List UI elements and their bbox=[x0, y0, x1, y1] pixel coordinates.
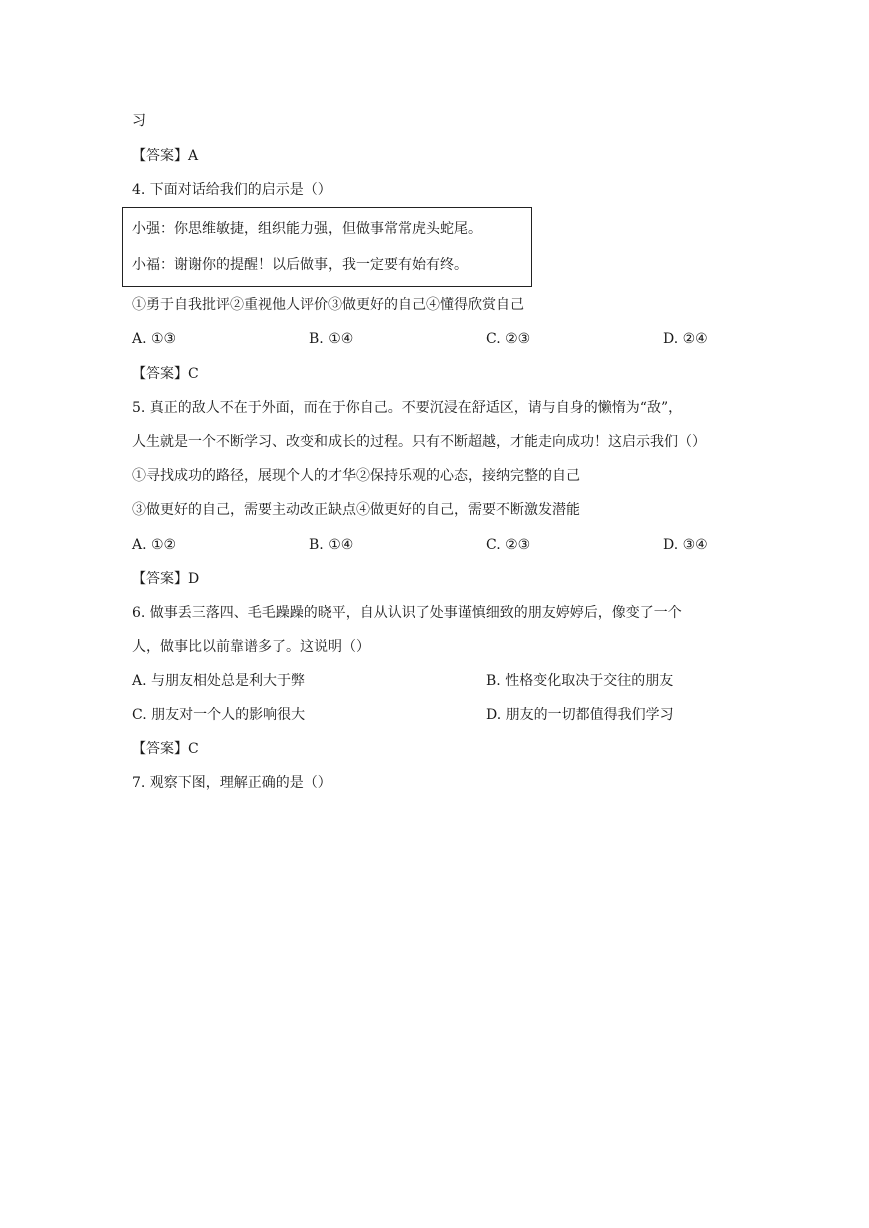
question-5-statements-2: ③做更好的自己，需要主动改正缺点④做更好的自己，需要不断激发潜能 bbox=[132, 502, 580, 518]
q5-option-b[interactable]: B. ①④ bbox=[309, 537, 354, 553]
q5-option-c[interactable]: C. ②③ bbox=[486, 537, 531, 553]
question-5-line-2: 人生就是一个不断学习、改变和成长的过程。只有不断超越，才能走向成功！这启示我们（） bbox=[132, 434, 706, 450]
question-6-line-1: 6. 做事丢三落四、毛毛躁躁的晓平，自从认识了处事谨慎细致的朋友婷婷后，像变了一个 bbox=[132, 605, 682, 621]
question-5-statements-1: ①寻找成功的路径，展现个人的才华②保持乐观的心态，接纳完整的自己 bbox=[132, 468, 580, 484]
q6-option-d[interactable]: D. 朋友的一切都值得我们学习 bbox=[486, 707, 674, 723]
dialog-line-xiaofu: 小福：谢谢你的提醒！以后做事，我一定要有始有终。 bbox=[132, 257, 468, 273]
continued-text: 习 bbox=[132, 113, 146, 129]
q4-option-a[interactable]: A. ①③ bbox=[132, 331, 177, 347]
q6-option-a[interactable]: A. 与朋友相处总是利大于弊 bbox=[132, 673, 306, 689]
q4-option-d[interactable]: D. ②④ bbox=[663, 331, 708, 347]
q5-option-d[interactable]: D. ③④ bbox=[663, 537, 708, 553]
question-6-line-2: 人，做事比以前靠谱多了。这说明（） bbox=[132, 639, 370, 655]
answer-q5: 【答案】D bbox=[132, 571, 200, 587]
dialog-line-xiaoqiang: 小强：你思维敏捷，组织能力强，但做事常常虎头蛇尾。 bbox=[132, 221, 482, 237]
q4-option-c[interactable]: C. ②③ bbox=[486, 331, 531, 347]
dialog-box bbox=[122, 207, 532, 287]
q4-option-b[interactable]: B. ①④ bbox=[309, 331, 354, 347]
answer-q4: 【答案】C bbox=[132, 366, 199, 382]
answer-q6: 【答案】C bbox=[132, 741, 199, 757]
question-4-statements: ①勇于自我批评②重视他人评价③做更好的自己④懂得欣赏自己 bbox=[132, 297, 524, 313]
question-4: 4. 下面对话给我们的启示是（） bbox=[132, 182, 332, 198]
q6-option-b[interactable]: B. 性格变化取决于交往的朋友 bbox=[486, 673, 674, 689]
q6-option-c[interactable]: C. 朋友对一个人的影响很大 bbox=[132, 707, 306, 723]
question-7: 7. 观察下图，理解正确的是（） bbox=[132, 775, 332, 791]
answer-q3: 【答案】A bbox=[132, 148, 199, 164]
q5-option-a[interactable]: A. ①② bbox=[132, 537, 177, 553]
question-5-line-1: 5. 真正的敌人不在于外面，而在于你自己。不要沉浸在舒适区，请与自身的懒惰为“敌”， bbox=[132, 400, 683, 416]
